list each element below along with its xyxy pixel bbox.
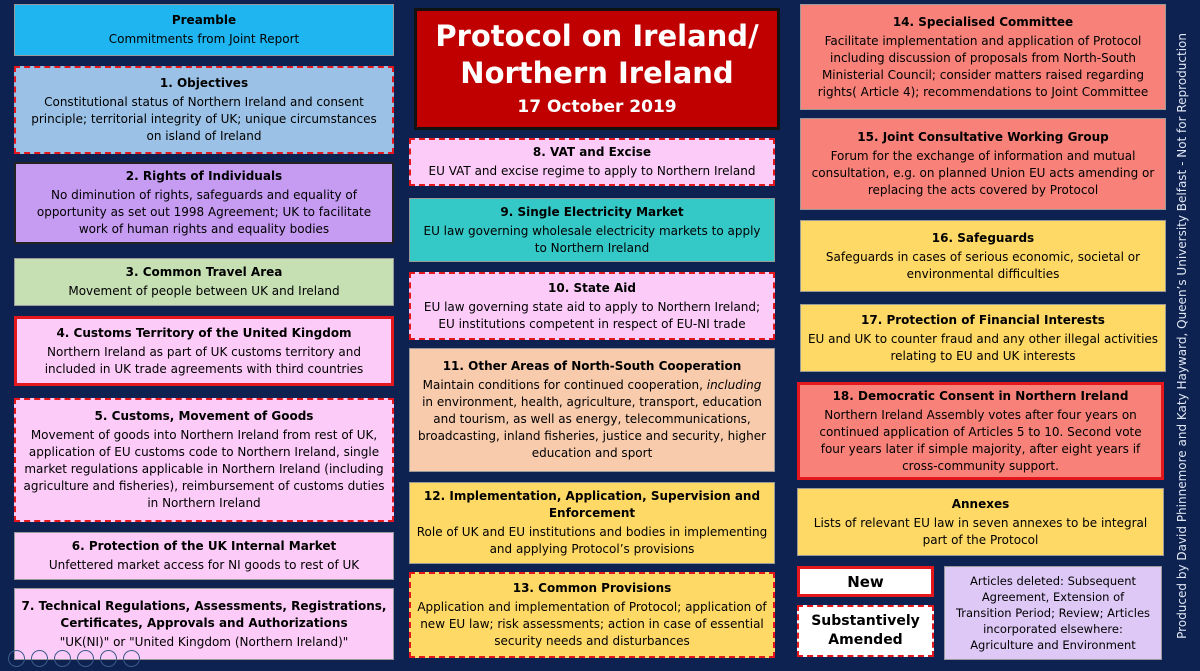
box-title: 14. Specialised Committee — [892, 14, 1074, 29]
box-title: 9. Single Electricity Market — [500, 204, 684, 219]
slides-grid-icon[interactable] — [77, 650, 94, 667]
box-title: Preamble — [171, 13, 237, 27]
title-date: 17 October 2019 — [517, 97, 677, 117]
credit-text: Produced by David Phinnemore and Katy Hayward, Queen’s University Belfast - Not for Reproduction — [1175, 33, 1189, 639]
article-8-box — [409, 138, 775, 186]
box-desc: No diminution of rights, safeguards and equality of opportunity as set out 1998 Agreement; UK to facilitate work of human rights and equality bodies — [36, 188, 372, 236]
title-line-1: Protocol on Ireland/ — [435, 19, 759, 53]
deleted-text: Articles deleted: Subsequent Agreement, Extension of Transition Period; Review; Articles incorporated elsewhere: Agriculture and Environment — [955, 574, 1151, 652]
article-11-box — [409, 348, 775, 472]
box-title: 15. Joint Consultative Working Group — [857, 130, 1109, 144]
preamble-box — [14, 4, 394, 56]
box-desc: Lists of relevant EU law in seven annexes to be integral part of the Protocol — [813, 515, 1148, 547]
box-title: 8. VAT and Excise — [532, 145, 652, 159]
box-desc: Forum for the exchange of information and mutual consultation, e.g. on planned Union EU acts amending or replacing the acts covered by Protocol — [811, 149, 1155, 197]
article-14-box — [800, 4, 1166, 110]
desc-part-2: in environment, health, agriculture, transport, education and tourism, as well as energy, telecommunications, broadcasting, inland fisheries, justice and security, higher education and sport — [417, 395, 767, 460]
slide-controls — [8, 650, 140, 668]
box-desc: Commitments from Joint Report — [108, 32, 300, 46]
article-3-box — [14, 258, 394, 306]
box-title: 4. Customs Territory of the United Kingdom — [56, 325, 352, 340]
box-title: 7. Technical Regulations, Assessments, Registrations, Certificates, Approvals and Authorizations — [21, 598, 387, 630]
article-1-box — [14, 66, 394, 154]
articles-deleted-note — [944, 566, 1162, 660]
article-6-box — [14, 532, 394, 580]
box-desc: Application and implementation of Protocol; application of new EU law; risk assessments; action in case of essential security needs and disturbances — [417, 600, 767, 648]
box-desc: Northern Ireland Assembly votes after four years on continued application of Articles 5 to 10. Second vote four years later if simple majority, after eight years if cross-community support. — [819, 407, 1142, 473]
box-desc: Role of UK and EU institutions and bodies in implementing and applying Protocol’s provisions — [416, 525, 768, 556]
article-12-box — [409, 482, 775, 564]
box-desc: Safeguards in cases of serious economic, societal or environmental difficulties — [825, 249, 1141, 281]
box-title: 5. Customs, Movement of Goods — [94, 409, 314, 423]
box-desc: Movement of goods into Northern Ireland from rest of UK, application of EU customs code to Northern Ireland, single market regulations applicable in Northern Ireland (including agriculture and fisheries), reimbursement of customs duties in Northern Ireland — [23, 428, 385, 510]
legend-amended-line-1: Substantively — [811, 613, 920, 629]
box-title: 18. Democratic Consent in Northern Ireland — [832, 388, 1129, 403]
box-title: Annexes — [951, 496, 1010, 511]
box-title: 3. Common Travel Area — [125, 265, 283, 279]
box-title: 1. Objectives — [159, 76, 249, 90]
box-desc: EU and UK to counter fraud and any other illegal activities relating to EU and UK interests — [807, 331, 1159, 363]
box-desc: Unfettered market access for NI goods to rest of UK — [48, 558, 360, 572]
prev-slide-icon[interactable] — [8, 650, 25, 667]
box-desc: Northern Ireland as part of UK customs territory and included in UK trade agreements with third countries — [44, 344, 364, 376]
box-desc: Facilitate implementation and application of Protocol including discussion of proposals from North-South Ministerial Council; consider matters raised regarding rights( Article 4); recommendations to Joint Committee — [817, 33, 1149, 99]
article-18-box — [797, 382, 1164, 480]
box-desc: "UK(NI)" or "United Kingdom (Northern Ireland)" — [59, 634, 349, 649]
next-slide-icon[interactable] — [31, 650, 48, 667]
annexes-box — [797, 488, 1164, 556]
box-desc — [416, 377, 768, 462]
box-title: 13. Common Provisions — [512, 581, 672, 595]
main-title-box — [414, 8, 780, 130]
box-desc: Movement of people between UK and Ireland — [68, 284, 340, 298]
box-desc: EU law governing wholesale electricity markets to apply to Northern Ireland — [423, 223, 761, 255]
box-title: 10. State Aid — [548, 280, 636, 295]
article-4-box — [14, 316, 394, 386]
credit-sidebar — [1168, 12, 1196, 660]
legend-amended-line-2: Amended — [828, 632, 903, 648]
article-2-box — [14, 162, 394, 244]
zoom-icon[interactable] — [100, 650, 117, 667]
pen-icon[interactable] — [54, 650, 71, 667]
box-desc: EU VAT and excise regime to apply to Northern Ireland — [428, 164, 756, 178]
desc-emphasis: including — [706, 378, 762, 392]
article-13-box — [409, 572, 775, 658]
title-line-2: Northern Ireland — [460, 56, 734, 90]
legend-new: New — [797, 566, 934, 597]
more-options-icon[interactable] — [123, 650, 140, 667]
box-title: 2. Rights of Individuals — [125, 169, 283, 183]
article-9-box — [409, 198, 775, 262]
box-title: 17. Protection of Financial Interests — [861, 312, 1105, 327]
box-title: 16. Safeguards — [931, 230, 1035, 245]
article-16-box — [800, 220, 1166, 292]
box-title: 6. Protection of the UK Internal Market — [71, 539, 337, 553]
desc-part-1: Maintain conditions for continued cooperation, — [422, 378, 707, 392]
article-17-box — [800, 304, 1166, 372]
box-title: 12. Implementation, Application, Supervision and Enforcement — [423, 489, 761, 520]
article-10-box — [409, 272, 775, 340]
box-title: 11. Other Areas of North-South Cooperation — [442, 359, 742, 373]
box-desc: EU law governing state aid to apply to Northern Ireland; EU institutions competent in respect of EU-NI trade — [423, 299, 761, 331]
legend-substantively-amended — [797, 605, 934, 657]
article-5-box — [14, 398, 394, 522]
box-desc: Constitutional status of Northern Ireland and consent principle; territorial integrity of UK; unique circumstances on island of Ireland — [31, 95, 377, 143]
article-15-box — [800, 118, 1166, 210]
